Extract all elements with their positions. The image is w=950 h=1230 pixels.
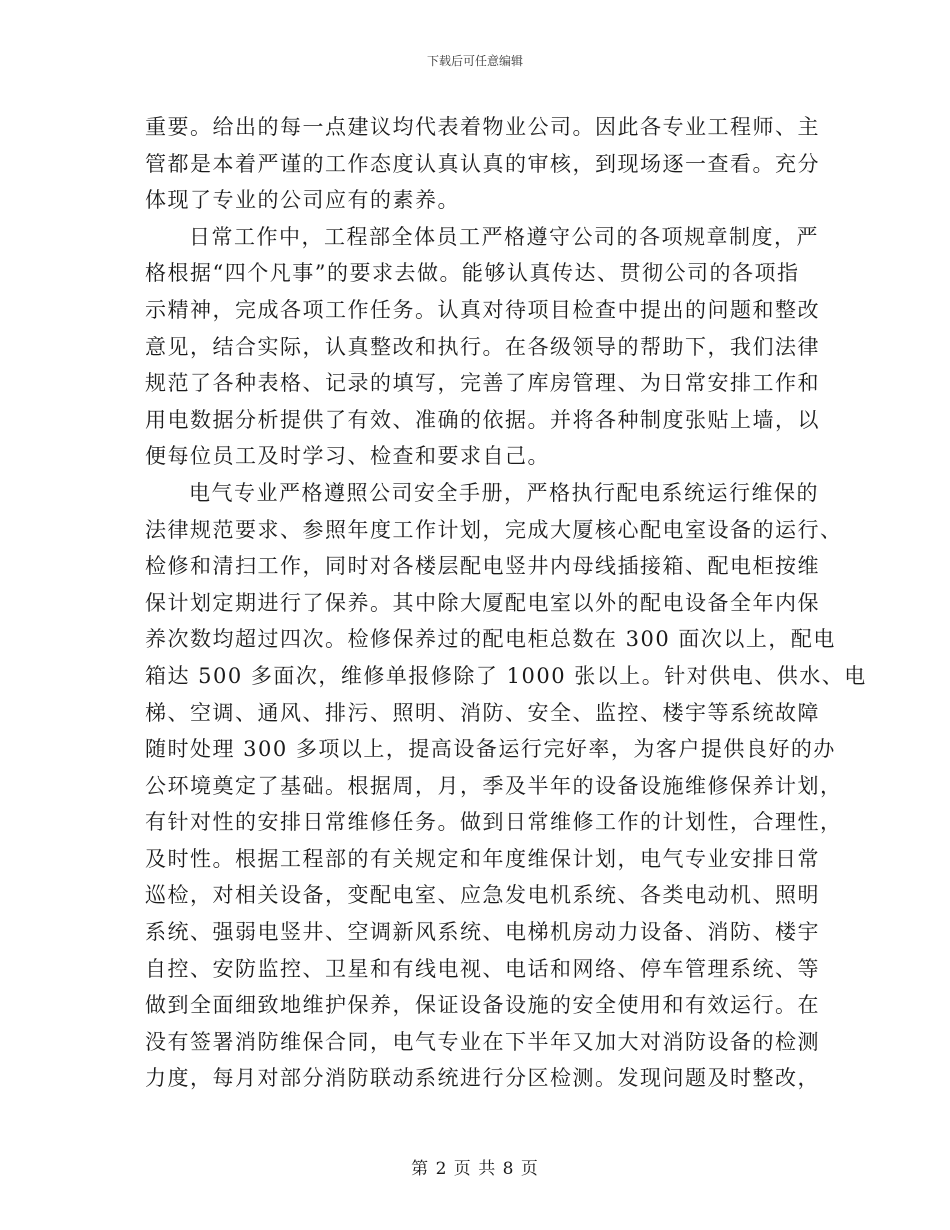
text-line: 没有签署消防维保合同，电气专业在下半年又加大对消防设备的检测 xyxy=(145,1029,820,1054)
paragraph-first-line: 电气专业严格遵照公司安全手册，严格执行配电系统运行维保的 xyxy=(189,480,819,505)
text-line: 体现了专业的公司应有的素养。 xyxy=(145,188,460,213)
text-line: 公环境奠定了基础。根据周，月，季及半年的设备设施维修保养计划， xyxy=(145,773,843,798)
page-number: 第 2 页 共 8 页 xyxy=(411,1159,539,1179)
text-line: 巡检，对相关设备，变配电室、应急发电机系统、各类电动机、照明 xyxy=(145,883,820,908)
document-body xyxy=(145,109,867,1097)
text-line: 养次数均超过四次。检修保养过的配电柜总数在 300 面次以上，配电 xyxy=(145,627,836,652)
text-line: 规范了各种表格、记录的填写，完善了库房管理、为日常安排工作和 xyxy=(145,371,820,396)
text-line: 及时性。根据工程部的有关规定和年度维保计划，电气专业安排日常 xyxy=(145,846,820,871)
text-line: 有针对性的安排日常维修任务。做到日常维修工作的计划性，合理性， xyxy=(145,810,843,835)
text-line: 梯、空调、通风、排污、照明、消防、安全、监控、楼宇等系统故障 xyxy=(145,700,820,725)
text-line: 管都是本着严谨的工作态度认真认真的审核，到现场逐一查看。充分 xyxy=(145,151,820,176)
page-header-note: 下载后可任意编辑 xyxy=(426,54,523,68)
text-line: 随时处理 300 多项以上，提高设备运行完好率，为客户提供良好的办 xyxy=(145,737,836,762)
text-line: 检修和清扫工作，同时对各楼层配电竖井内母线插接箱、配电柜按维 xyxy=(145,554,820,579)
text-line: 用电数据分析提供了有效、准确的依据。并将各种制度张贴上墙，以 xyxy=(145,407,820,432)
text-line: 自控、安防监控、卫星和有线电视、电话和网络、停车管理系统、等 xyxy=(145,956,820,981)
text-line: 格根据“四个凡事”的要求去做。能够认真传达、贯彻公司的各项指 xyxy=(145,261,800,286)
text-line: 系统、强弱电竖井、空调新风系统、电梯机房动力设备、消防、楼宇 xyxy=(145,920,820,945)
text-line: 便每位员工及时学习、检查和要求自己。 xyxy=(145,444,550,469)
text-line: 示精神，完成各项工作任务。认真对待项目检查中提出的问题和整改 xyxy=(145,297,820,322)
paragraph-first-line: 日常工作中，工程部全体员工严格遵守公司的各项规章制度，严 xyxy=(189,224,819,249)
text-line: 力度，每月对部分消防联动系统进行分区检测。发现问题及时整改， xyxy=(145,1066,820,1091)
text-line: 重要。给出的每一点建议均代表着物业公司。因此各专业工程师、主 xyxy=(145,115,820,139)
text-line: 意见，结合实际，认真整改和执行。在各级领导的帮助下，我们法律 xyxy=(145,334,820,359)
text-line: 做到全面细致地维护保养，保证设备设施的安全使用和有效运行。在 xyxy=(145,993,820,1018)
text-line: 箱达 500 多面次，维修单报修除了 1000 张以上。针对供电、供水、电 xyxy=(145,663,867,688)
text-line: 保计划定期进行了保养。其中除大厦配电室以外的配电设备全年内保 xyxy=(145,590,820,615)
text-line: 法律规范要求、参照年度工作计划，完成大厦核心配电室设备的运行、 xyxy=(145,517,843,542)
